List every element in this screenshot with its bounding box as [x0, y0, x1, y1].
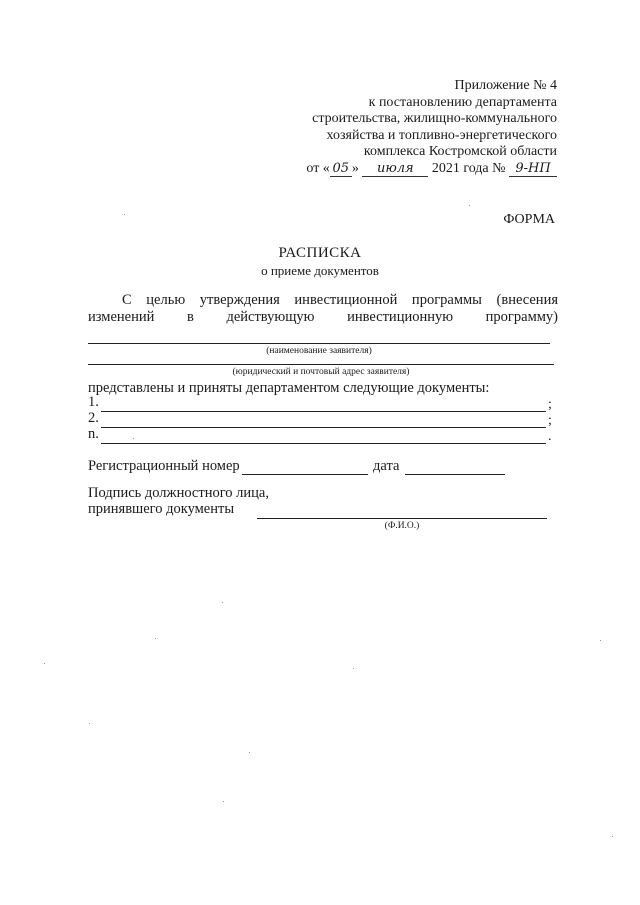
appendix-number: Приложение № 4 [454, 78, 557, 93]
registration-date-line [405, 474, 505, 475]
document-subtitle: о приеме документов [261, 263, 379, 278]
handwritten-day: 05 [330, 162, 352, 177]
registration-number-line [242, 474, 368, 475]
document-title: РАСПИСКА [278, 245, 362, 261]
item-end-punct: ; [548, 413, 552, 428]
item-line [101, 443, 546, 444]
documents-intro: представлены и приняты департаментом следующие документы: [88, 380, 490, 396]
signature-label: принявшего документы [88, 501, 235, 517]
registration-label: Регистрационный номер [88, 458, 240, 474]
item-line [101, 427, 546, 428]
signature-line [257, 518, 547, 519]
item-end-punct: ; [548, 397, 552, 412]
item-marker: 2. [88, 410, 99, 426]
date-label: дата [373, 458, 400, 474]
applicant-address-caption: (юридический и почтовый адрес заявителя) [232, 367, 410, 377]
appendix-header [306, 78, 557, 177]
department-line: хозяйства и топливно-энергетического [326, 127, 557, 143]
handwritten-month: июля [362, 162, 428, 177]
item-marker: 1. [88, 394, 99, 410]
form-label: ФОРМА [503, 212, 555, 227]
handwritten-decree-number: 9-НП [509, 162, 557, 177]
signature-label: Подпись должностного лица, [88, 485, 269, 501]
fio-caption: (Ф.И.О.) [384, 521, 420, 531]
department-line: строительства, жилищно-коммунального [312, 111, 557, 126]
applicant-name-line [88, 343, 550, 344]
paragraph-line: С целью утверждения инвестиционной программы (внесения [122, 292, 558, 308]
paragraph-line: изменений в действующую инвестиционную программу) [88, 309, 558, 325]
department-line: комплекса Костромской области [363, 144, 557, 159]
applicant-name-caption: (наименование заявителя) [266, 346, 372, 356]
item-marker: n. [88, 426, 99, 442]
item-line [101, 411, 546, 412]
decree-reference-line: к постановлению департамента [368, 94, 557, 110]
decree-date: от « 05 » июля 2021 года № 9-НП [306, 161, 557, 178]
purpose-paragraph [88, 292, 558, 326]
item-end-punct: . [548, 429, 552, 444]
applicant-address-line [88, 364, 554, 365]
